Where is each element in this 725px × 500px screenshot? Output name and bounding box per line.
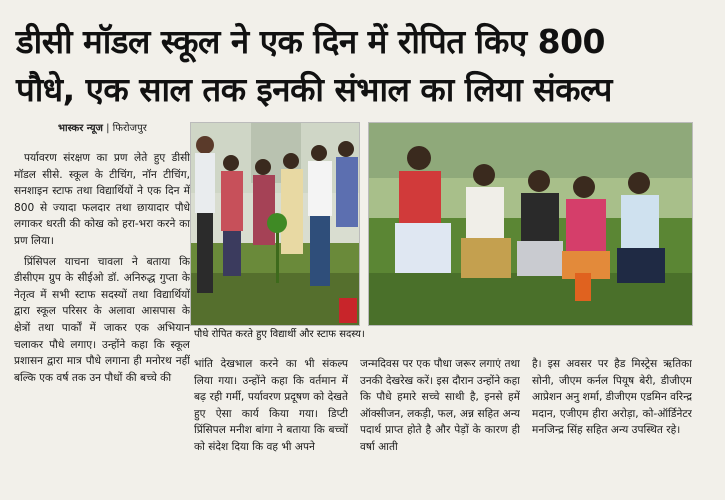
- students-planting-photo: [190, 122, 360, 326]
- article-column-2: [194, 356, 348, 500]
- byline-separator: |: [102, 123, 113, 134]
- paragraph-1: पर्यावरण संरक्षण का प्रण लेते हुए डीसी मॉडल सीसे. स्कूल के टीचिंग, नॉन टीचिंग, सनशाइन स्टाफ तथा विद्यार्थियों ने एक दिन में 800 से ज्यादा फलदार तथा छायादार पौधे लगाकर धरती की कोख को हरा-भरा करने का प्रण लिया।: [14, 152, 190, 247]
- article-column-4: [532, 356, 692, 500]
- photo-caption: पौधे रोपित करते हुए विद्यार्थी और स्टाफ सदस्य।: [194, 329, 365, 340]
- staff-planting-photo: [368, 122, 693, 326]
- byline-city: फिरोजपुर: [112, 123, 147, 134]
- column-4-text: है। इस अवसर पर हैड मिस्ट्रेस ऋतिका सोनी, जीएम कर्नल पियूष बेरी, डीजीएम आप्रेशन अनु शर्मा, डीजीएम एडमिन वरिन्द्र मदान, एजीएम हीरा अरोड़ा, को-ऑर्डिनेटर मनजिन्द्र सिंह सहित अन्य उपस्थित रहे।: [532, 358, 692, 437]
- article-column-1: [14, 150, 190, 500]
- byline-agency: भास्कर न्यूज: [58, 123, 103, 134]
- paragraph-2: प्रिंसिपल याचना चावला ने बताया कि डीसीएम ग्रुप के सीईओ डॉ. अनिरुद्ध गुप्ता के नेतृत्व में सभी स्टाफ सदस्यों तथा विद्यार्थियों द्वारा स्कूल परिसर के अलावा आसपास के क्षेत्रों तथा पार्कों में जाकर एक अभियान चलाकर पौधे लगाए। उन्होंने कहा कि स्कूल प्रशासन द्वारा मात्र पौधे लगाना ही मनोरथ नहीं बल्कि एक वर्ष तक उन पौधों की बच्चे की: [14, 255, 190, 384]
- headline-line-2: पौधे, एक साल तक इनकी संभाल का लिया संकल्प: [16, 70, 612, 109]
- photo-icon: [191, 123, 359, 325]
- headline-line-1: डीसी मॉडल स्कूल ने एक दिन में रोपित किए 800: [16, 22, 606, 61]
- headline: [16, 18, 716, 114]
- byline: [58, 120, 147, 134]
- cropped-top-strip: [0, 0, 725, 14]
- column-3-text: जन्मदिवस पर एक पौधा जरूर लगाएं तथा उनकी देखरेख करें। इस दौरान उन्होंने कहा कि पौधे हमारे सच्चे साथी है, इनसे हमें ऑक्सीजन, लकड़ी, फल, अन्न सहित अन्य पदार्थ प्राप्त होते है और पेड़ों के कारण ही वर्षा आती: [360, 358, 520, 453]
- article-column-3: [360, 356, 520, 500]
- photo-icon: [369, 123, 692, 325]
- column-2-text: भांति देखभाल करने का भी संकल्प लिया गया। उन्होंने कहा कि वर्तमान में बढ़ रही गर्मी, पर्यावरण प्रदूषण को देखते हुए ऐसा कार्य किया गया। डिप्टी प्रिंसिपल मनीश बांगा ने बताया कि बच्चों को संदेश दिया कि वह भी अपने: [194, 358, 348, 453]
